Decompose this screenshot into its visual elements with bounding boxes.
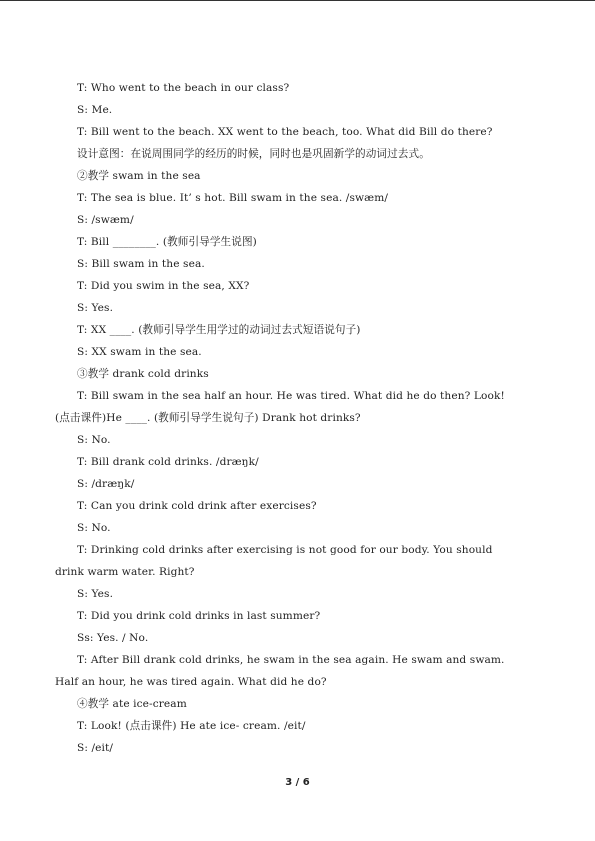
text-line: 设计意图：在说周围同学的经历的时候，同时也是巩固新学的动词过去式。 [77,148,430,160]
text-line: S: Bill swam in the sea. [77,258,205,270]
section-heading: ②教学 swam in the sea [77,170,201,182]
text-line: T: Drinking cold drinks after exercising is not good for our body. You should [77,544,493,556]
text-line: S: XX swam in the sea. [77,346,202,358]
text-line: S: /dræŋk/ [77,478,135,490]
text-line: T: Did you swim in the sea, XX? [77,280,250,292]
text-line: S: Yes. [77,588,114,600]
text-line: T: The sea is blue. It’ s hot. Bill swam in the sea. /swæm/ [77,192,389,204]
page-number: 3 / 6 [285,777,310,788]
text-line: S: Yes. [77,302,114,314]
text-line: T: Bill swam in the sea half an hour. He was tired. What did he do then? Look! [77,390,505,402]
text-line: drink warm water. Right? [55,566,195,578]
section-heading: ③教学 drank cold drinks [77,368,209,380]
text-line: T: Bill drank cold drinks. /dræŋk/ [77,456,259,468]
top-rule [0,0,595,1]
text-line: T: Who went to the beach in our class? [77,82,290,94]
text-line: T: Bill went to the beach. XX went to the beach, too. What did Bill do there? [77,126,493,138]
document-body [55,77,542,759]
text-line: S: No. [77,522,111,534]
section-heading: ④教学 ate ice-cream [77,698,187,710]
text-line: S: No. [77,434,111,446]
text-line: S: /swæm/ [77,214,134,226]
text-line: T: Did you drink cold drinks in last summer? [77,610,321,622]
text-line: S: /eit/ [77,742,114,754]
text-line: S: Me. [77,104,113,116]
text-line: Ss: Yes. / No. [77,632,149,644]
text-line: T: Look! (点击课件) He ate ice- cream. /eit/ [77,720,306,732]
text-line: T: After Bill drank cold drinks, he swam in the sea again. He swam and swam. [77,654,505,666]
text-line: T: Can you drink cold drink after exercises? [77,500,317,512]
text-line: T: Bill ________. (教师引导学生说图) [77,236,257,248]
text-line: T: XX ____. (教师引导学生用学过的动词过去式短语说句子) [77,324,361,336]
text-line: (点击课件)He ____. (教师引导学生说句子) Drank hot drinks? [55,412,361,424]
text-line: Half an hour, he was tired again. What did he do? [55,676,327,688]
